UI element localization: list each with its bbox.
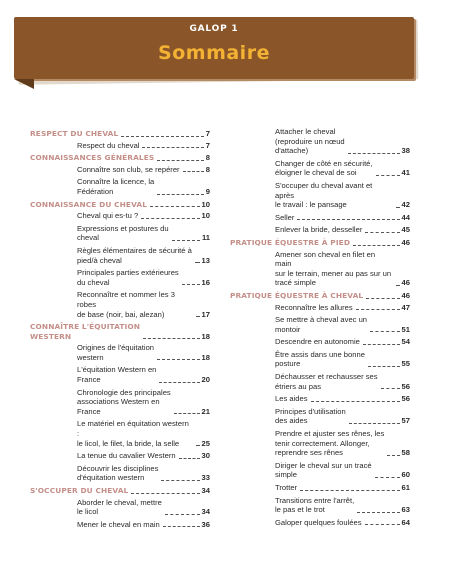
toc-dot-leader: [311, 401, 400, 402]
toc-entry[interactable]: [30, 498, 210, 517]
toc-page-number: 61: [401, 483, 410, 492]
toc-dot-leader: [141, 218, 199, 219]
toc-entry[interactable]: [30, 211, 210, 221]
toc-dot-leader: [163, 526, 200, 527]
toc-dot-leader: [365, 524, 400, 525]
toc-page-number: 8: [205, 164, 210, 174]
toc-entry-title: RESPECT DU CHEVAL: [30, 129, 119, 138]
toc-entry-title: CONNAISSANCE DU CHEVAL: [30, 199, 148, 209]
toc-entry-title: Descendre en autonomie: [275, 337, 360, 347]
toc-dot-leader: [161, 480, 199, 481]
toc-dot-leader: [396, 207, 400, 208]
toc-dot-leader: [150, 206, 200, 207]
toc-entry[interactable]: [230, 394, 410, 404]
toc-entry[interactable]: [30, 268, 210, 287]
toc-page-number: 10: [201, 211, 210, 221]
toc-dot-leader: [159, 382, 199, 383]
toc-page-number: 18: [201, 352, 210, 362]
toc-page-number: 46: [401, 237, 410, 247]
toc-dot-leader: [375, 477, 400, 478]
toc-dot-leader: [370, 331, 400, 332]
toc-entry-title: Règles élémentaires de sécurité à pied/à cheval: [77, 245, 192, 265]
toc-page-number: 44: [401, 212, 410, 222]
toc-dot-leader: [182, 284, 200, 285]
toc-entry-title: Les aides: [275, 394, 308, 404]
toc-entry-title: Déchausser et rechausser ses étriers au pas: [275, 372, 378, 391]
toc-page-number: 56: [401, 381, 410, 391]
toc-entry[interactable]: [30, 165, 210, 175]
toc-page-number: 46: [401, 290, 410, 300]
toc-page-number: 55: [401, 359, 410, 369]
toc-dot-leader: [131, 493, 199, 494]
toc-page-number: 34: [201, 507, 210, 517]
toc-entry[interactable]: [30, 343, 210, 362]
toc-entry-title: Expressions et postures du cheval: [77, 223, 169, 243]
toc-entry[interactable]: [30, 246, 210, 265]
toc-dot-leader: [348, 153, 400, 154]
toc-entry[interactable]: [230, 250, 410, 288]
toc-page-number: 8: [205, 153, 210, 163]
toc-dot-leader: [142, 147, 203, 148]
toc-dot-leader: [157, 359, 200, 360]
toc-dot-leader: [179, 458, 200, 459]
toc-entry-title: Transitions entre l'arrêt, le pas et le trot: [275, 495, 355, 515]
toc-entry-title: Trotter: [275, 483, 298, 492]
toc-page-number: 45: [401, 225, 410, 235]
toc-entry[interactable]: [230, 337, 410, 347]
toc-entry[interactable]: [230, 429, 410, 458]
toc-entry-title: Aborder le cheval, mettre le licol: [77, 497, 162, 517]
toc-page-number: 63: [401, 505, 410, 515]
toc-entry-title: Principales parties extérieures du cheval: [77, 268, 179, 287]
toc-entry-title: La tenue du cavalier Western: [77, 451, 176, 461]
toc-entry-title: Le matériel en équitation western : le licol, le filet, la bride, la selle: [77, 419, 189, 448]
toc-entry-title: CONNAISSANCES GÉNÉRALES: [30, 153, 155, 163]
toc-dot-leader: [357, 512, 399, 513]
toc-dot-leader: [349, 423, 400, 424]
toc-dot-leader: [165, 514, 200, 515]
toc-page-number: 11: [201, 233, 210, 243]
toc-entry-title: PRATIQUE ÉQUESTRE À PIED: [230, 237, 351, 247]
toc-dot-leader: [353, 245, 399, 246]
toc-entry[interactable]: [30, 290, 210, 319]
toc-page-number: 7: [205, 129, 210, 138]
toc-dot-leader: [381, 388, 400, 389]
toc-dot-leader: [396, 285, 400, 286]
toc-page-number: 58: [401, 448, 410, 458]
toc-page-number: 17: [201, 309, 210, 319]
toc-section-heading[interactable]: [230, 238, 410, 248]
toc-dot-leader: [368, 366, 400, 367]
toc-page-number: 25: [201, 438, 210, 448]
toc-page-number: 54: [401, 337, 410, 347]
toc-page-number: 38: [401, 146, 410, 156]
toc-entry[interactable]: [230, 225, 410, 235]
toc-entry[interactable]: [230, 350, 410, 369]
toc-entry-title: Amener son cheval en filet en main sur le terrain, mener au pas sur un tracé simple: [275, 249, 392, 288]
toc-section-heading[interactable]: [230, 291, 410, 301]
toc-entry-title: S'OCCUPER DU CHEVAL: [30, 486, 129, 495]
toc-section-heading[interactable]: [30, 486, 210, 496]
toc-section-heading[interactable]: [30, 129, 210, 139]
toc-entry[interactable]: [230, 315, 410, 334]
banner-fold: [14, 79, 34, 89]
toc-entry-title: Attacher le cheval (reproduire un nœud d'attache): [275, 127, 345, 156]
toc-page-number: 10: [201, 199, 210, 209]
toc-entry-title: Reconnaître les allures: [275, 302, 353, 312]
toc-entry-title: Se mettre à cheval avec un montoir: [275, 315, 368, 334]
toc-page-number: 9: [205, 186, 210, 196]
toc-page-number: 42: [401, 200, 410, 210]
toc-section-heading[interactable]: [30, 322, 210, 341]
toc-entry[interactable]: [230, 483, 410, 493]
toc-entry[interactable]: [230, 518, 410, 528]
toc-entry-title: CONNAÎTRE L'ÉQUITATION WESTERN: [30, 322, 141, 341]
toc-entry-title: Principes d'utilisation des aides: [275, 406, 346, 426]
toc-entry-title: Connaître la licence, la Fédération: [77, 177, 155, 196]
toc-entry-title: Enlever la bride, desseller: [275, 225, 363, 235]
toc-page-number: 36: [201, 519, 210, 529]
toc-dot-leader: [297, 219, 399, 220]
toc-dot-leader: [196, 445, 200, 446]
toc-entry-title: Cheval qui es-tu ?: [77, 211, 139, 221]
toc-dot-leader: [300, 490, 399, 491]
toc-dot-leader: [365, 232, 399, 233]
toc-page-number: 57: [401, 416, 410, 426]
toc-page-number: 20: [201, 375, 210, 385]
toc-page-number: 56: [401, 394, 410, 404]
toc-page-number: 46: [401, 278, 410, 288]
toc-entry[interactable]: [230, 407, 410, 426]
toc-section-heading[interactable]: [30, 200, 210, 210]
toc-entry[interactable]: [230, 181, 410, 210]
toc-entry[interactable]: [30, 419, 210, 448]
toc-page-number: 41: [401, 168, 410, 178]
toc-page-number: 47: [401, 302, 410, 312]
toc-dot-leader: [387, 455, 399, 456]
toc-page-number: 51: [401, 324, 410, 334]
toc-page-number: 33: [201, 473, 210, 483]
toc-entry-title: Diriger le cheval sur un tracé simple: [275, 460, 372, 480]
toc-entry-title: Changer de côté en sécurité, éloigner le cheval de soi: [275, 158, 373, 178]
toc-entry[interactable]: [30, 388, 210, 417]
toc-entry-title: PRATIQUE ÉQUESTRE À CHEVAL: [230, 290, 364, 300]
toc-page-number: 18: [201, 331, 210, 341]
toc-page-number: 21: [201, 406, 210, 416]
toc-dot-leader: [376, 175, 400, 176]
toc-entry[interactable]: [230, 159, 410, 178]
toc-right-column: [230, 127, 410, 530]
toc-entry-title: Galoper quelques foulées: [275, 517, 362, 527]
toc-page-number: 34: [201, 486, 210, 495]
toc-entry-title: Connaître son club, se repérer: [77, 164, 180, 174]
toc-entry-title: Être assis dans une bonne posture: [275, 349, 365, 369]
toc-entry[interactable]: [230, 372, 410, 391]
toc-page-number: 13: [201, 255, 210, 265]
toc-entry[interactable]: [230, 496, 410, 515]
toc-page-number: 30: [201, 451, 210, 461]
page-title: Sommaire: [158, 42, 270, 64]
toc-page-number: 16: [201, 277, 210, 287]
galop-label: GALOP 1: [189, 24, 239, 34]
toc-entry[interactable]: [230, 213, 410, 223]
toc-page-number: 7: [205, 140, 210, 150]
toc-entry-title: S'occuper du cheval avant et après le travail : le pansage: [275, 180, 373, 210]
toc-entry[interactable]: [30, 224, 210, 243]
toc-entry-title: Respect du cheval: [77, 140, 140, 150]
toc-dot-leader: [121, 136, 203, 137]
toc-dot-leader: [183, 171, 204, 172]
toc-page-number: 64: [401, 517, 410, 527]
toc-page-number: 60: [401, 470, 410, 480]
toc-dot-leader: [356, 309, 400, 310]
toc-left-column: [30, 127, 210, 532]
toc-section-heading[interactable]: [30, 153, 210, 163]
toc-dot-leader: [172, 240, 200, 241]
toc-entry-title: Seller: [275, 212, 295, 222]
toc-entry[interactable]: [230, 127, 410, 156]
toc-entry-title: Mener le cheval en main: [77, 519, 160, 529]
toc-entry[interactable]: [30, 141, 210, 151]
toc-entry-title: Découvrir les disciplines d'équitation western: [77, 463, 159, 483]
toc-dot-leader: [143, 338, 200, 339]
toc-entry[interactable]: [230, 461, 410, 480]
toc-entry[interactable]: [30, 464, 210, 483]
toc-dot-leader: [366, 298, 399, 299]
toc-dot-leader: [195, 262, 200, 263]
toc-dot-leader: [157, 194, 204, 195]
toc-dot-leader: [174, 413, 200, 414]
toc-dot-leader: [196, 316, 200, 317]
toc-entry-title: Chronologie des principales associations Western en France: [77, 387, 171, 416]
toc-entry-title: Origines de l'équitation western: [77, 343, 155, 362]
toc-entry-title: Reconnaître et nommer les 3 robes de base (noir, bai, alezan): [77, 290, 175, 319]
toc-entry[interactable]: [30, 451, 210, 461]
toc-entry[interactable]: [30, 365, 210, 384]
toc-entry[interactable]: [30, 520, 210, 530]
toc-entry-title: L'équitation Western en France: [77, 365, 157, 385]
toc-dot-leader: [363, 344, 400, 345]
toc-dot-leader: [157, 160, 203, 161]
toc-entry[interactable]: [30, 177, 210, 196]
toc-entry[interactable]: [230, 303, 410, 313]
toc-entry-title: Prendre et ajuster ses rênes, les tenir correctement. Allonger, reprendre ses rênes: [275, 429, 385, 458]
